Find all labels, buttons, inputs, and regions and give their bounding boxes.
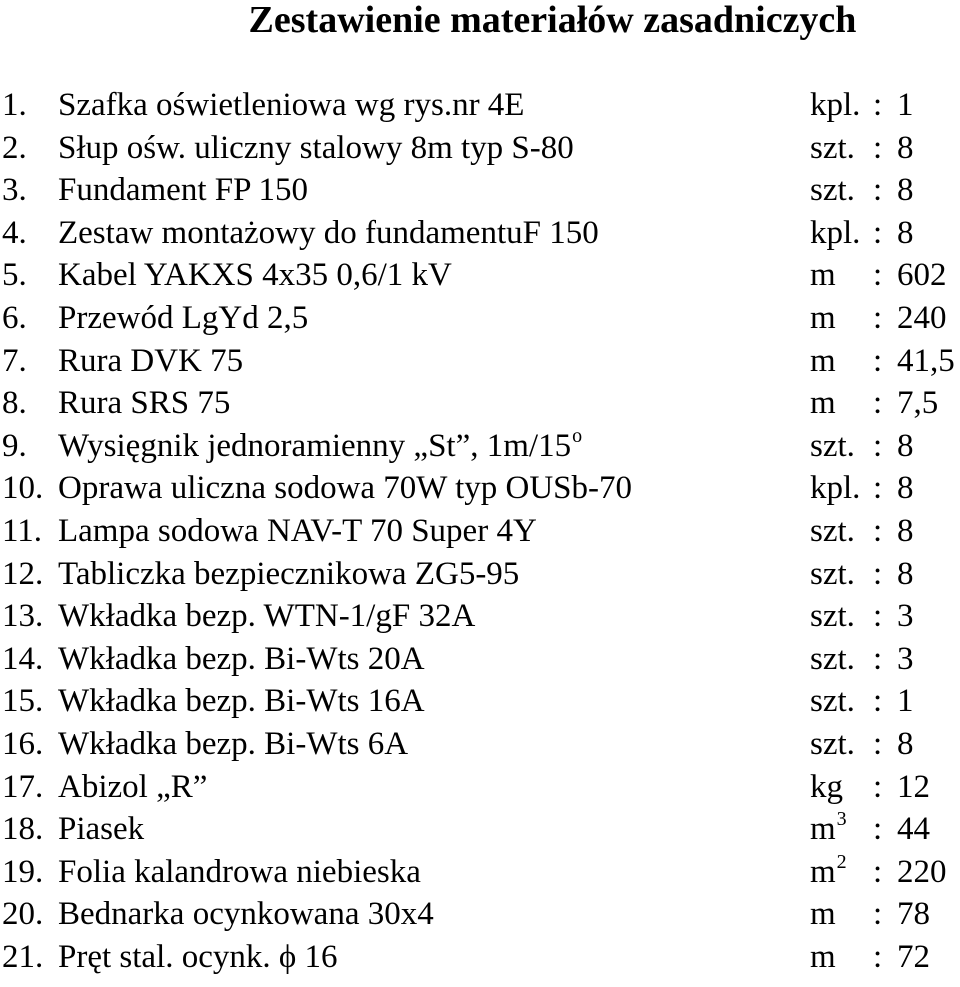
item-quantity: 602 (897, 257, 947, 294)
item-quantity: 220 (897, 853, 947, 890)
item-name: Abizol „R” (58, 768, 208, 805)
item-number: 11. (2, 512, 43, 549)
item-quantity: 8 (897, 129, 914, 166)
item-quantity: 3 (897, 598, 914, 635)
unit-exponent: 3 (836, 808, 847, 831)
item-quantity: 12 (897, 768, 930, 805)
item-separator: : (873, 811, 883, 848)
list-item (0, 680, 960, 723)
list-item (0, 638, 960, 681)
item-name: Rura SRS 75 (58, 385, 231, 422)
item-quantity: 8 (897, 555, 914, 592)
item-separator: : (873, 640, 883, 677)
item-separator: : (873, 938, 883, 975)
item-number: 13. (2, 598, 44, 635)
item-unit (810, 851, 847, 897)
item-unit: szt. (810, 129, 855, 166)
list-item (0, 553, 960, 596)
list-item (0, 169, 960, 212)
item-unit: m (810, 299, 836, 336)
item-number: 9. (2, 427, 27, 464)
item-name: Kabel YAKXS 4x35 0,6/1 kV (58, 257, 452, 294)
item-quantity: 8 (897, 512, 914, 549)
item-unit-text: m (810, 811, 836, 848)
materials-list (0, 84, 960, 978)
item-number: 8. (2, 385, 27, 422)
item-separator: : (873, 214, 883, 251)
item-name: Rura DVK 75 (58, 342, 244, 379)
list-item (0, 510, 960, 553)
item-unit: szt. (810, 640, 855, 677)
item-unit: szt. (810, 512, 855, 549)
item-quantity: 8 (897, 725, 914, 762)
item-number: 15. (2, 683, 44, 720)
list-item (0, 84, 960, 127)
item-unit: szt. (810, 555, 855, 592)
list-item (0, 936, 960, 979)
list-item (0, 254, 960, 297)
list-item (0, 467, 960, 510)
item-unit: szt. (810, 598, 855, 635)
item-separator: : (873, 299, 883, 336)
item-name: Słup ośw. uliczny stalowy 8m typ S-80 (58, 129, 574, 166)
item-separator: : (873, 427, 883, 464)
item-number: 2. (2, 129, 27, 166)
item-quantity: 44 (897, 811, 930, 848)
item-number: 19. (2, 853, 44, 890)
item-unit: kpl. (810, 87, 861, 123)
item-separator: : (873, 172, 883, 209)
item-separator: : (873, 470, 883, 507)
item-name: Szafka oświetleniowa wg rys.nr 4E (58, 87, 525, 123)
item-separator: : (873, 768, 883, 805)
list-item (0, 297, 960, 340)
item-quantity: 8 (897, 470, 914, 507)
item-unit: szt. (810, 172, 855, 209)
item-quantity: 41,5 (897, 342, 955, 379)
item-number: 14. (2, 640, 44, 677)
item-quantity: 3 (897, 640, 914, 677)
item-unit (810, 808, 847, 854)
item-unit: m (810, 938, 836, 975)
item-separator: : (873, 896, 883, 933)
list-item (0, 127, 960, 170)
item-unit: kpl. (810, 470, 861, 507)
item-separator: : (873, 725, 883, 762)
item-quantity: 1 (897, 683, 914, 720)
list-item (0, 766, 960, 809)
item-separator: : (873, 87, 883, 123)
list-item (0, 851, 960, 894)
item-number: 17. (2, 768, 44, 805)
item-separator: : (873, 853, 883, 890)
item-separator: : (873, 555, 883, 592)
list-item (0, 723, 960, 766)
item-quantity: 78 (897, 896, 930, 933)
item-number: 12. (2, 555, 44, 592)
item-unit: m (810, 896, 836, 933)
item-number: 4. (2, 214, 27, 251)
item-separator: : (873, 342, 883, 379)
item-name: Pręt stal. ocynk. ϕ 16 (58, 938, 338, 975)
item-name: Tabliczka bezpiecznikowa ZG5-95 (58, 555, 520, 592)
item-separator: : (873, 385, 883, 422)
item-unit: m (810, 257, 836, 294)
item-name: Oprawa uliczna sodowa 70W typ OUSb-70 (58, 470, 633, 507)
item-number: 16. (2, 725, 44, 762)
item-unit: m (810, 342, 836, 379)
item-name: Wkładka bezp. Bi-Wts 6A (58, 725, 409, 762)
item-number: 3. (2, 172, 27, 209)
item-unit: szt. (810, 725, 855, 762)
item-quantity: 8 (897, 172, 914, 209)
list-item (0, 425, 960, 468)
item-number: 6. (2, 299, 27, 336)
item-unit: kg (810, 768, 843, 805)
item-name: Przewód LgYd 2,5 (58, 299, 309, 336)
item-number: 1. (2, 87, 27, 123)
item-name: Bednarka ocynkowana 30x4 (58, 896, 434, 933)
item-name: Wkładka bezp. Bi-Wts 20A (58, 640, 425, 677)
document-title: Zestawienie materiałów zasadniczych (248, 0, 857, 41)
item-name: Folia kalandrowa niebieska (58, 853, 421, 890)
item-unit: szt. (810, 427, 855, 464)
list-item (0, 382, 960, 425)
item-quantity: 240 (897, 299, 947, 336)
item-name: Lampa sodowa NAV-T 70 Super 4Y (58, 512, 537, 549)
item-quantity: 72 (897, 938, 930, 975)
item-quantity: 8 (897, 427, 914, 464)
item-number: 18. (2, 811, 44, 848)
item-quantity: 8 (897, 214, 914, 251)
item-separator: : (873, 257, 883, 294)
item-quantity: 7,5 (897, 385, 939, 422)
item-unit: szt. (810, 683, 855, 720)
item-number: 10. (2, 470, 44, 507)
item-name: Zestaw montażowy do fundamentuF 150 (58, 214, 599, 251)
item-name: Piasek (58, 811, 145, 848)
list-item (0, 595, 960, 638)
item-separator: : (873, 683, 883, 720)
item-name-text: Wysięgnik jednoramienny „St”, 1m/15 (58, 427, 572, 464)
item-separator: : (873, 512, 883, 549)
list-item (0, 893, 960, 936)
item-name: Wkładka bezp. WTN-1/gF 32A (58, 598, 476, 635)
item-number: 21. (2, 938, 44, 975)
item-name: Wkładka bezp. Bi-Wts 16A (58, 683, 425, 720)
list-item (0, 808, 960, 851)
unit-exponent: 2 (836, 850, 847, 873)
item-unit-text: m (810, 853, 836, 890)
item-name: Fundament FP 150 (58, 172, 308, 209)
item-unit: kpl. (810, 214, 861, 251)
list-item (0, 340, 960, 383)
item-quantity: 1 (897, 87, 914, 123)
item-separator: : (873, 598, 883, 635)
item-name (58, 425, 582, 471)
item-number: 7. (2, 342, 27, 379)
item-separator: : (873, 129, 883, 166)
item-unit: m (810, 385, 836, 422)
list-item (0, 212, 960, 255)
item-number: 20. (2, 896, 44, 933)
degree-superscript: o (572, 424, 583, 447)
item-number: 5. (2, 257, 27, 294)
